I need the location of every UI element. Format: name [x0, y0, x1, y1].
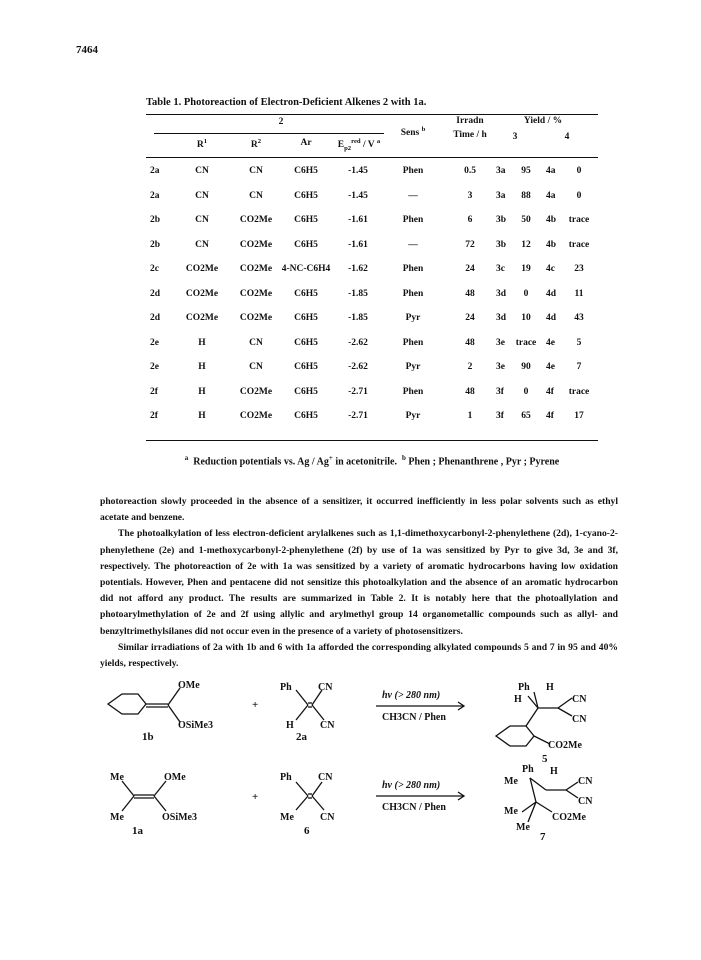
label-1a-me-top: Me — [110, 772, 124, 783]
cell-y3: 88 — [521, 190, 531, 201]
header-yield-4: 4 — [564, 132, 570, 142]
cell-sens: — — [408, 239, 418, 250]
label-7-h: H — [550, 766, 558, 777]
header-yield: Yield / % — [523, 116, 563, 126]
group-rule-2 — [154, 133, 384, 134]
cell-r1: H — [198, 337, 206, 348]
label-5-cn2: CN — [572, 714, 587, 725]
cell-y4: 0 — [576, 166, 582, 176]
label-6-cn-bottom: CN — [320, 812, 335, 823]
cell-ar: C6H5 — [294, 166, 318, 176]
cell-r2: CO2Me — [239, 264, 273, 274]
cell-ep2: -1.61 — [348, 239, 368, 250]
label-2a-cn-top: CN — [318, 682, 333, 693]
label-7-co2me: CO2Me — [552, 812, 586, 823]
label-1a-osime3: OSiMe3 — [162, 812, 197, 823]
bond-6-me — [296, 796, 308, 810]
conditions-1-top: hν (> 280 nm) — [382, 690, 441, 701]
label-7-me1: Me — [504, 776, 518, 787]
cell-ar: C6H5 — [294, 386, 318, 397]
cell-r1: CN — [195, 190, 209, 201]
cell-ar: C6H5 — [294, 239, 318, 250]
cell-time: 2 — [467, 362, 473, 372]
cell-y3: 0 — [523, 288, 529, 299]
cell-p4: 4b — [546, 239, 557, 250]
cell-sens: Phen — [402, 166, 424, 176]
label-1b: 1b — [142, 731, 154, 743]
cell-p4: 4b — [546, 215, 557, 225]
cell-y4: 5 — [576, 337, 582, 348]
cell-p3: 3e — [496, 337, 505, 348]
table-row — [146, 191, 598, 211]
cell-r1: CN — [195, 239, 209, 250]
cell-p3: 3e — [496, 362, 505, 372]
cell-p4: 4d — [546, 313, 557, 323]
bond-1a-osi — [154, 796, 166, 811]
cell-p4: 4a — [546, 166, 556, 176]
cell-y3: 19 — [521, 264, 531, 274]
bond-5-c1 — [526, 708, 538, 726]
cell-ar: C6H5 — [294, 313, 318, 323]
label-5-co2me: CO2Me — [548, 740, 582, 751]
table-row — [146, 215, 598, 235]
bond-2a-h — [296, 705, 308, 720]
reaction-scheme — [100, 678, 620, 908]
cell-cmpd: 2a — [150, 190, 160, 201]
cell-ep2: -1.45 — [348, 190, 368, 201]
label-6: 6 — [304, 825, 310, 837]
cell-time: 1 — [467, 411, 473, 421]
cell-p4: 4f — [546, 386, 554, 397]
bond-1a-me2 — [122, 796, 134, 811]
cell-y3: 10 — [521, 313, 531, 323]
cell-r2: CO2Me — [239, 239, 273, 250]
cell-y4: trace — [568, 215, 590, 225]
cell-r2: CN — [249, 337, 263, 348]
page-number: 7464 — [76, 44, 98, 56]
bond-5-cn1 — [558, 698, 572, 708]
label-1b-osime3: OSiMe3 — [178, 720, 213, 731]
label-5-ph: Ph — [518, 682, 530, 693]
cell-sens: Phen — [402, 337, 424, 348]
cell-ep2: -2.71 — [348, 411, 368, 421]
cell-r2: CN — [249, 190, 263, 201]
cell-r2: CO2Me — [239, 288, 273, 299]
body-text — [100, 494, 618, 672]
cell-y4: 23 — [574, 264, 584, 274]
table-header-rule — [146, 157, 598, 158]
cell-p3: 3f — [496, 411, 504, 421]
label-7-ph: Ph — [522, 764, 534, 775]
cell-sens: Pyr — [405, 313, 421, 323]
cell-sens: Phen — [402, 386, 424, 397]
label-7: 7 — [540, 831, 546, 843]
cell-y3: 90 — [521, 362, 531, 372]
label-7-cn2: CN — [578, 796, 593, 807]
table-footnote: $^a$ Reduction potentials vs. Ag / Ag+ in acetonitrile. $^b$ Phen ; Phenanthrene , Pyr ; Pyrene — [184, 454, 560, 468]
cell-time: 24 — [465, 313, 475, 323]
header-sens: Sens $^b$ — [400, 126, 426, 139]
cell-time: 0.5 — [464, 166, 476, 176]
bond-7-cn2 — [566, 790, 578, 798]
label-5-cn1: CN — [572, 694, 587, 705]
cell-time: 3 — [467, 190, 473, 201]
cell-ar: C6H5 — [294, 288, 318, 299]
cell-sens: — — [408, 190, 418, 201]
label-5: 5 — [542, 753, 548, 765]
cell-time: 72 — [465, 239, 475, 250]
cell-y3: 12 — [521, 239, 531, 250]
cell-cmpd: 2a — [150, 166, 160, 176]
label-6-ph: Ph — [280, 772, 292, 783]
cell-p3: 3d — [496, 313, 507, 323]
table-row — [146, 362, 598, 382]
cell-y3: trace — [515, 337, 537, 348]
table-row — [146, 411, 598, 431]
label-7-cn1: CN — [578, 776, 593, 787]
cell-ep2: -1.45 — [348, 166, 368, 176]
table-top-rule — [146, 114, 598, 115]
cell-r2: CN — [249, 362, 263, 372]
label-2a-cn-bottom: CN — [320, 720, 335, 731]
label-1a: 1a — [132, 825, 143, 837]
cell-r1: CO2Me — [185, 313, 219, 323]
cell-r2: CO2Me — [239, 411, 273, 421]
table-row — [146, 289, 598, 309]
cell-p4: 4a — [546, 190, 556, 201]
label-7-me3: Me — [516, 822, 530, 833]
table-row — [146, 166, 598, 186]
cell-cmpd: 2f — [150, 411, 158, 421]
table-row — [146, 264, 598, 284]
cell-cmpd: 2f — [150, 386, 158, 397]
table-row — [146, 240, 598, 260]
bond-2a-cn2 — [312, 705, 324, 720]
label-1a-me-bottom: Me — [110, 812, 124, 823]
cell-y4: 0 — [576, 190, 582, 201]
cell-y3: 0 — [523, 386, 529, 397]
cell-sens: Phen — [402, 264, 424, 274]
label-1b-ome: OMe — [178, 680, 200, 691]
cell-p3: 3c — [496, 264, 505, 274]
cell-time: 48 — [465, 288, 475, 299]
cell-r1: CO2Me — [185, 264, 219, 274]
cell-y4: 43 — [574, 313, 584, 323]
cell-cmpd: 2b — [150, 239, 161, 250]
cell-p3: 3b — [496, 215, 507, 225]
cell-r1: CN — [195, 166, 209, 176]
cell-time: 48 — [465, 337, 475, 348]
cell-sens: Pyr — [405, 362, 421, 372]
header-ar: Ar — [300, 138, 312, 148]
cell-cmpd: 2d — [150, 288, 161, 299]
conditions-1-bottom: CH3CN / Phen — [382, 712, 446, 723]
cell-p4: 4f — [546, 411, 554, 421]
cell-cmpd: 2b — [150, 215, 161, 225]
cell-time: 24 — [465, 264, 475, 274]
label-6-me: Me — [280, 812, 294, 823]
bond-2a-ph — [296, 690, 308, 705]
cell-r1: H — [198, 411, 206, 421]
cell-y4: 11 — [574, 288, 584, 299]
header-ep2: $E_{p2}^{red}$ / V $^a$ — [337, 138, 381, 153]
label-2a-h: H — [286, 720, 294, 731]
bond-5-cn2 — [558, 708, 572, 716]
cell-p3: 3f — [496, 386, 504, 397]
cell-time: 6 — [467, 215, 473, 225]
cell-ep2: -1.61 — [348, 215, 368, 225]
cell-y4: trace — [568, 239, 590, 250]
label-5-h: H — [514, 694, 522, 705]
cell-cmpd: 2e — [150, 337, 159, 348]
cell-y4: trace — [568, 386, 590, 397]
cell-p3: 3d — [496, 288, 507, 299]
table-row — [146, 387, 598, 407]
plus-2: + — [252, 791, 259, 803]
cell-p3: 3a — [496, 166, 506, 176]
cell-sens: Pyr — [405, 411, 421, 421]
cell-r2: CO2Me — [239, 215, 273, 225]
label-2a: 2a — [296, 731, 307, 743]
cell-ar: C6H5 — [294, 215, 318, 225]
cell-ep2: -2.62 — [348, 337, 368, 348]
cell-ep2: -2.71 — [348, 386, 368, 397]
cell-y4: 7 — [576, 362, 582, 372]
bond-7-cn1 — [566, 782, 578, 790]
label-6-cn-top: CN — [318, 772, 333, 783]
paragraph-3: Similar irradiations of 2a with 1b and 6 with 1a afforded the corresponding alkylated compounds 5 and 7 in 95 and 40% yields, respectively. — [100, 641, 618, 670]
table-row — [146, 313, 598, 333]
cell-p3: 3a — [496, 190, 506, 201]
cell-r1: H — [198, 386, 206, 397]
label-5-h-top: H — [546, 682, 554, 693]
cyclohexane-ring-5 — [496, 726, 534, 746]
cell-ar: 4-NC-C6H4 — [281, 264, 331, 274]
cell-r2: CN — [249, 166, 263, 176]
cell-r1: CN — [195, 215, 209, 225]
conditions-2-top: hν (> 280 nm) — [382, 780, 441, 791]
cell-y3: 95 — [521, 166, 531, 176]
cell-r1: CO2Me — [185, 288, 219, 299]
cell-p4: 4c — [546, 264, 555, 274]
cell-y3: 50 — [521, 215, 531, 225]
cell-y4: 17 — [574, 411, 584, 421]
table-caption: Table 1. Photoreaction of Electron-Deficient Alkenes 2 with 1a. — [146, 97, 427, 108]
cell-p3: 3b — [496, 239, 507, 250]
table-row — [146, 338, 598, 358]
cell-r1: H — [198, 362, 206, 372]
table-bottom-rule — [146, 440, 598, 441]
cell-sens: Phen — [402, 215, 424, 225]
bond-6-ph — [296, 782, 308, 796]
cell-y3: 65 — [521, 411, 531, 421]
bond-6-cn2 — [312, 796, 324, 810]
cell-ep2: -1.62 — [348, 264, 368, 274]
conditions-2-bottom: CH3CN / Phen — [382, 802, 446, 813]
paragraph-2: The photoalkylation of less electron-deficient arylalkenes such as 1,1-dimethoxycarbonyl-2-phenylethene (2d), 1-cyano-2-phenylethene (2e) and 1-methoxycarbonyl-2-phenylethene (2f) by use of 1a was sensitized by Pyr to give 3d, 3e and 3f, respectively. The photoreaction of 2e with 1a was sensitized by a variety of aromatic hydrocarbons having low oxidation potentials. However, Phen and pentacene did not sensitize this photoalkylation and the absence of an aromatic hydrocarbon did not afford any product. The results are summarized in Table 2. It is notably here that the photoallylation and photoarylmethylation of 2e and 2f using allylic and arylmethyl group 14 organometallic compounds such as allyl- and benzyltrimethylsilanes did not occur even in the presence of a variety of photosensitizers. — [100, 528, 618, 637]
header-r2: $R^2$ — [250, 138, 262, 151]
cell-ar: C6H5 — [294, 362, 318, 372]
header-r1: $R^1$ — [196, 138, 208, 151]
cell-r2: CO2Me — [239, 386, 273, 397]
cell-ar: C6H5 — [294, 190, 318, 201]
cell-ar: C6H5 — [294, 337, 318, 348]
bond-6-cn — [312, 782, 322, 796]
header-irradn: Irradn — [456, 116, 484, 126]
cell-ep2: -1.85 — [348, 288, 368, 299]
label-1a-ome: OMe — [164, 772, 186, 783]
cell-p4: 4e — [546, 337, 555, 348]
cyclohexane-ring-1b — [108, 694, 146, 714]
paragraph-1: photoreaction slowly proceeded in the absence of a sensitizer, it occurred inefficiently in less polar solvents such as ethyl acetate and benzene. — [100, 496, 618, 524]
label-2a-ph: Ph — [280, 682, 292, 693]
label-7-me2: Me — [504, 806, 518, 817]
plus-1: + — [252, 699, 259, 711]
bond-1a-ome — [154, 781, 166, 796]
cell-cmpd: 2e — [150, 362, 159, 372]
cell-r2: CO2Me — [239, 313, 273, 323]
cell-cmpd: 2d — [150, 313, 161, 323]
cell-p4: 4d — [546, 288, 557, 299]
group-header-2: 2 — [278, 117, 284, 127]
cell-sens: Phen — [402, 288, 424, 299]
cell-ep2: -2.62 — [348, 362, 368, 372]
bond-7-ester — [536, 802, 552, 812]
cell-ar: C6H5 — [294, 411, 318, 421]
bond-1a-me1 — [122, 781, 134, 796]
cell-cmpd: 2c — [150, 264, 159, 274]
cell-p4: 4e — [546, 362, 555, 372]
header-yield-3: 3 — [512, 132, 518, 142]
cell-ep2: -1.85 — [348, 313, 368, 323]
header-time: Time / h — [453, 130, 487, 140]
cell-time: 48 — [465, 386, 475, 397]
